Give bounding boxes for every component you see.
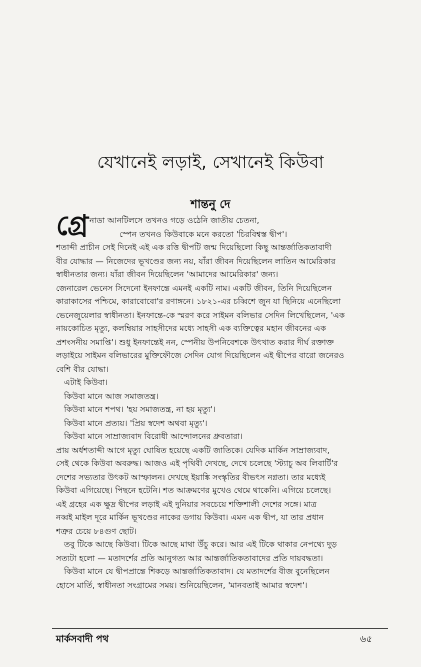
body-line: শত্রুর চেয়ে ৮৪গুণ ছোট। xyxy=(56,525,137,536)
body-line: লড়াইয়ে সাইমন বলিভারের মুক্তিফৌজে সেদিন যোগ দিয়েছিলেন এই দ্বীপের বারো জনেরও xyxy=(56,350,345,360)
body-line: সেই থেকে কিউবা অবরুদ্ধ। আজও এই পৃথিবী দেখছে, দেখে চলেছে 'স্ট্যাচু অব লিবার্টি'র xyxy=(56,458,338,468)
body-line: স্বাধীনতার জন্য। যাঁরা জীবন দিয়েছিলেন 'আমাদের আমেরিকার' জন্য। xyxy=(56,269,279,279)
body-line: হোসে মার্তি, স্বাধীনতা সংগ্রামের সময়। শুনিয়েছিলেন, 'মানবতাই আমার স্বদেশ'। xyxy=(56,579,308,590)
body-line: ভেনেজুয়েলার স্বাধীনতা। ইনফান্তে-কে স্মরণ করে সাইমন বলিভার সেদিন লিখেছিলেন, 'এক xyxy=(56,309,345,320)
body-line: জেনারেল ভেনেস সিদেনো ইনফান্তে এমনই একটি নাম। একটি জীবন, তিনি দিয়েছিলেন xyxy=(56,282,332,293)
body-line: প্রশংসনীয় সমাপ্তি'। শুধু ইনফান্তেই নন, স্পেনীয় উপনিবেশকে উৎখাত করার দীর্ঘ রক্তাক্ত xyxy=(56,336,334,347)
footer-divider xyxy=(52,628,388,629)
body-line: নব্বই মাইল দূরে মার্কিন ভূখণ্ডের নাকের ডগায় কিউবা। এমন এক দ্বীপ, যা তার প্রধান xyxy=(56,512,324,522)
body-line: কিউবা মানে আজ সমাজতন্ত্র। xyxy=(64,390,159,401)
body-line: কিউবা মানে যে দ্বীপপ্রান্তে শিকড়ে আন্তর্জাতিকতাবাদ। যে মতাদর্শের বীজ বুনেছিলেন xyxy=(64,566,330,576)
body-line: নাডা আনটিলসে তখনও গড়ে ওঠেনি জাতীয় চেতনা, xyxy=(89,215,260,225)
body-line: নায়কোচিত মৃত্যু, কলম্বিয়ার সাহসীদের মধ্যে সাহসী এক ব্যক্তিত্বের মহান জীবনের এক xyxy=(56,323,326,333)
body-line: কিউবা মানে শপথ। 'হয় সমাজতন্ত্র, না হয় মৃত্যু'। xyxy=(64,404,216,414)
body-line: শতাব্দী প্রাচীন সেই দিনেই এই এক রত্তি দ্বীপটি জন্ম দিয়েছিলো কিছু আন্তর্জাতিকতাবাদী xyxy=(56,242,332,252)
page-number: ৬৫ xyxy=(360,634,373,645)
body-line: প্রায় অর্ধশতাব্দী আগে মৃত্যু ঘোষিত হয়েছে একটি জাতিকে। যেদিক মার্কিন সাম্রাজ্যবাদ, xyxy=(56,444,330,455)
body-line: বেশি বীর যোদ্ধা। xyxy=(56,363,109,374)
body-line: কিউবা মানে সাম্রাজ্যবাদ বিরোধী আন্দোলনের ধ্রুবতারা। xyxy=(64,431,243,441)
article-body xyxy=(56,209,385,592)
body-line: বীর যোদ্ধার — নিজেদের ভূখণ্ডের জন্য নয়, যাঁরা জীবন দিয়েছিলেন লাতিন আমেরিকার xyxy=(56,255,336,266)
body-line: কিউবা এগিয়েছে। পিছনে হটেনি। শত আক্রমণের মুখেও থেমে থাকেনি। এগিয়ে চলেছে। xyxy=(56,485,331,495)
body-line: এই গ্রহের এক ক্ষুদ্র দ্বীপের লড়াই এই দুনিয়ার সবচেয়ে শক্তিশালী দেশের সঙ্গে। মাত্র xyxy=(56,498,317,509)
body-line: স্পেন তখনও কিউবাকে মনে করতো 'চিরবিশ্বস্ত দ্বীপ'। xyxy=(119,228,288,239)
body-line: কারাকাসের পশ্চিমে, কারাবোবো'র রণাঙ্গনে। ১৮২১-এর চব্বিশে জুন যা ছিনিয়ে এনেছিলো xyxy=(56,296,341,306)
body-line: এটাই কিউবা। xyxy=(64,377,108,387)
body-line: সত্যটা হলো — মতাদর্শের প্রতি আনুগত্য আর আন্তর্জাতিকতাবাদের প্রতি দায়বদ্ধতা। xyxy=(56,552,324,563)
article-title: যেখানেই লড়াই, সেখানেই কিউবা xyxy=(97,153,324,173)
drop-cap: গ্রে xyxy=(56,209,89,242)
article-author: শান্তনু দে xyxy=(190,197,231,211)
body-line: তবু টিকে আছে কিউবা। টিকে আছে মাথা উঁচু করে। আর এই টিকে থাকার নেপথ্যে দুড় xyxy=(64,539,337,549)
journal-name: মার্কসবাদী পথ xyxy=(56,634,109,645)
body-line: কিউবা মানে প্রত্যয়। 'প্রিয় স্বদেশ অথবা মৃত্যু'। xyxy=(64,417,208,428)
body-line: দেশের সভ্যতার উৎকট আস্ফালন। দেখছে ইয়াঙ্কি সংস্কৃতির বীভৎস নগ্নতা। তার মধ্যেই xyxy=(56,471,326,482)
